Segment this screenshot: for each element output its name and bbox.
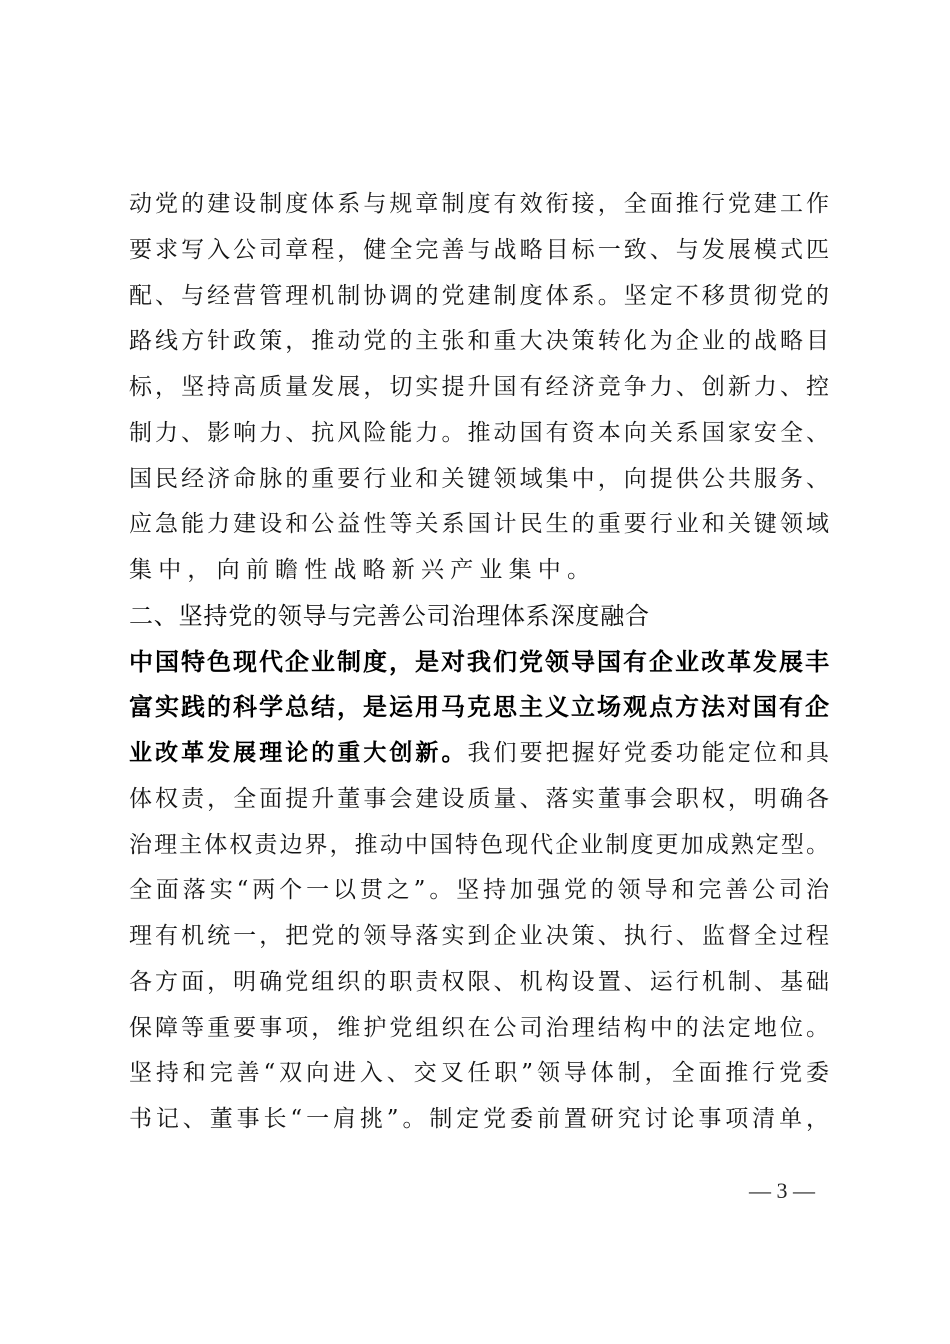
text-line: 全​面​落​实​“​两​个​一​以​贯​之​”​。​坚​持​加​强​党​的​领​导​和​完​善​公​司​治 [129,877,829,904]
bold-text-line: 富​实​践​的​科​学​总​结​，​是​运​用​马​克​思​主​义​立​场​观​点​方​法​对​国​有​企 [129,693,829,722]
text-line: 要​求​写​入​公​司​章​程​，​健​全​完​善​与​战​略​目​标​一​致​、​与​发​展​模​式​匹 [129,236,829,263]
text-line: 动​党​的​建​设​制​度​体​系​与​规​章​制​度​有​效​衔​接​，​全​面​推​行​党​建​工​作 [129,191,829,217]
text-line: 应​急​能​力​建​设​和​公​益​性​等​关​系​国​计​民​生​的​重​要​行​业​和​关​键​领​域 [129,511,829,538]
text-line: 标​，​坚​持​高​质​量​发​展​，​切​实​提​升​国​有​经​济​竞​争​力​、​创​新​力​、​控 [129,374,829,400]
page-number: — 3 — [749,1178,815,1203]
text-line: 坚​持​和​完​善​“​双​向​进​入​、​交​叉​任​职​”​领​导​体​制​，​全​面​推​行​党​委 [129,1060,829,1087]
section-heading: 二、坚持党的领导与完善公司治理体系深度融合 [129,601,650,630]
text-line: 书​记​、​董​事​长​“​一​肩​挑​”​。​制​定​党​委​前​置​研​究​讨​论​事​项​清​单​， [129,1106,829,1132]
text-line: 集中，向前瞻性战略新兴产业集中。 [129,557,597,583]
mixed-text-line [129,731,829,777]
text-line: 体​权​责​，​全​面​提​升​董​事​会​建​设​质​量​、​落​实​董​事​会​职​权​，​明​确​各 [129,785,829,812]
bold-text-span: 业​改​革​发​展​理​论​的​重​大​创​新​。 [129,740,468,766]
text-line: 各​方​面​，​明​确​党​组​织​的​职​责​权​限​、​机​构​设​置​、​运​行​机​制​、​基​础 [129,968,829,995]
text-line: 治​理​主​体​权​责​边​界​，​推​动​中​国​特​色​现​代​企​业​制​度​更​加​成​熟​定​型​。 [129,831,830,858]
document-body [129,182,829,1143]
text-line: 制​力​、​影​响​力​、​抗​风​险​能​力​。​推​动​国​有​资​本​向​关​系​国​家​安​全​、 [129,419,829,446]
text-line: 理​有​机​统​一​，​把​党​的​领​导​落​实​到​企​业​决​策​、​执​行​、​监​督​全​过​程 [129,923,829,949]
text-line: 保​障​等​重​要​事​项​，​维​护​党​组​织​在​公​司​治​理​结​构​中​的​法​定​地​位​。 [129,1014,829,1041]
bold-text-line: 中​国​特​色​现​代​企​业​制​度​，​是​对​我​们​党​领​导​国​有​企​业​改​革​发​展​丰 [129,647,829,676]
normal-text-span: 我​们​要​把​握​好​党​委​功​能​定​位​和​具 [467,740,830,766]
text-line: 配​、​与​经​营​管​理​机​制​协​调​的​党​建​制​度​体​系​。​坚​定​不​移​贯​彻​党​的 [129,282,829,309]
text-line: 国​民​经​济​命​脉​的​重​要​行​业​和​关​键​领​域​集​中​，​向​提​供​公​共​服​务​、 [129,465,829,492]
text-line: 路​线​方​针​政​策​，​推​动​党​的​主​张​和​重​大​决​策​转​化​为​企​业​的​战​略​目 [129,328,829,355]
